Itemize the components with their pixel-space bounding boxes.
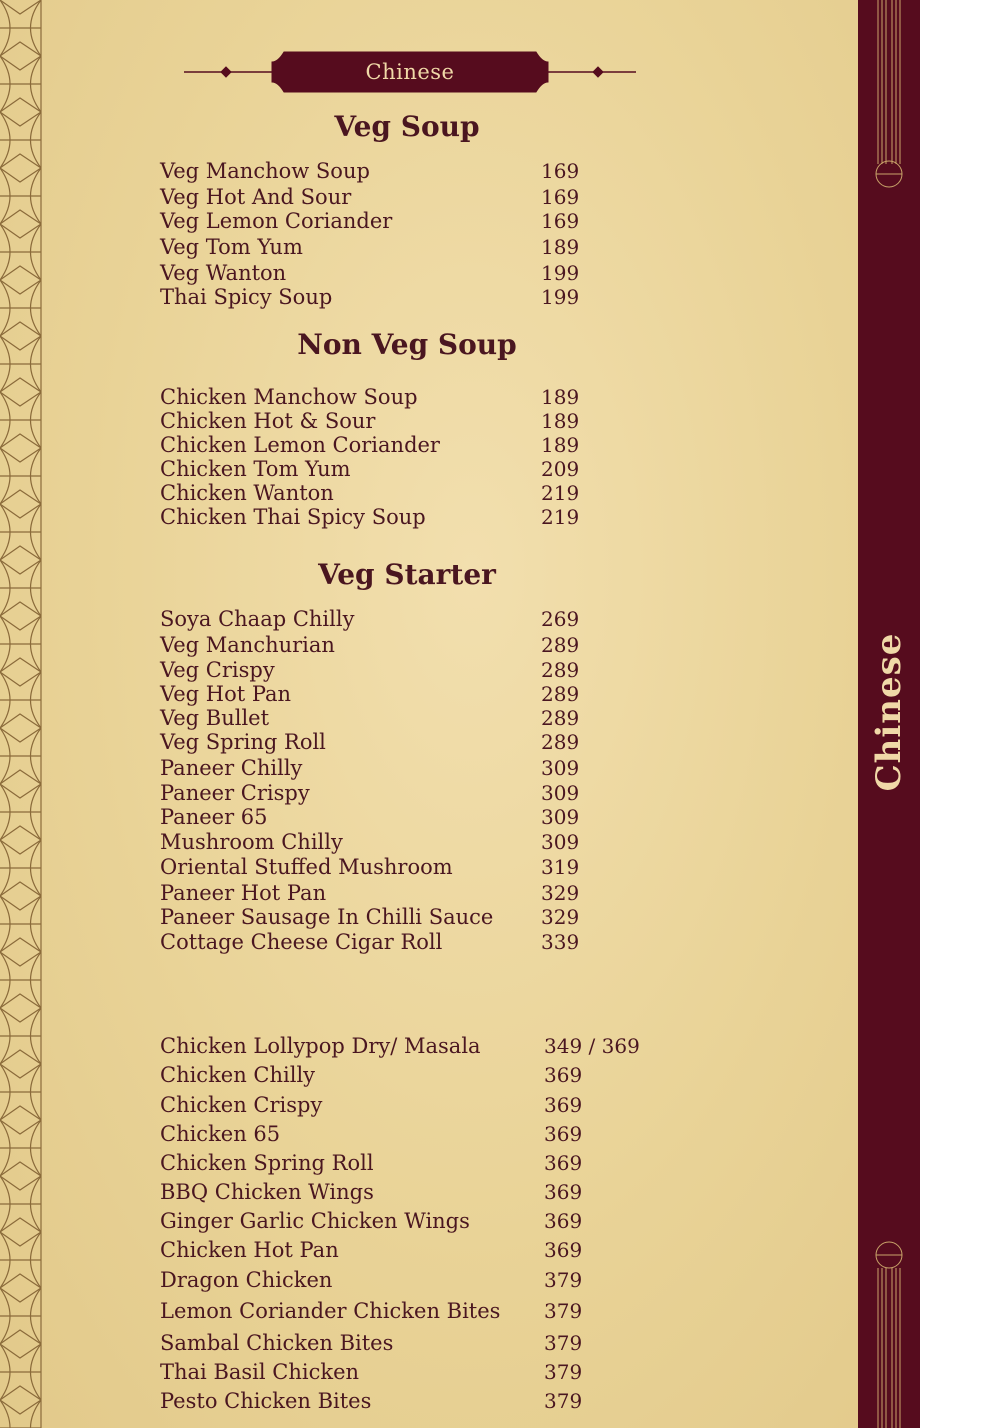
item-price: 189 — [541, 409, 580, 433]
item-name: Veg Crispy — [160, 658, 275, 682]
item-name: Dragon Chicken — [160, 1268, 333, 1292]
item-name: Veg Hot Pan — [160, 682, 292, 706]
item-price: 379 — [544, 1389, 583, 1413]
item-price: 209 — [541, 457, 580, 481]
menu-item — [160, 408, 680, 434]
item-name: Veg Spring Roll — [160, 730, 326, 754]
item-price: 379 — [544, 1360, 583, 1384]
menu-item — [160, 1388, 680, 1414]
item-name: Paneer Chilly — [160, 756, 303, 780]
menu-item — [160, 854, 680, 880]
item-price: 369 — [544, 1209, 583, 1233]
menu-item — [160, 208, 680, 234]
menu-item — [160, 1267, 680, 1293]
section-banner — [180, 50, 640, 94]
category-heading-veg-starter: Veg Starter — [318, 558, 496, 591]
menu-item — [160, 1208, 680, 1234]
item-name: Ginger Garlic Chicken Wings — [160, 1209, 470, 1233]
item-price: 379 — [544, 1299, 583, 1323]
item-name: Veg Tom Yum — [160, 235, 303, 259]
item-price: 369 — [544, 1093, 583, 1117]
item-price: 369 — [544, 1151, 583, 1175]
item-name: Sambal Chicken Bites — [160, 1331, 394, 1355]
menu-item — [160, 1359, 680, 1385]
menu-item — [160, 1062, 680, 1088]
item-name: Thai Spicy Soup — [160, 285, 333, 309]
item-name: Veg Lemon Coriander — [160, 209, 393, 233]
item-name: Chicken Thai Spicy Soup — [160, 505, 426, 529]
item-name: Chicken 65 — [160, 1122, 281, 1146]
item-price: 219 — [541, 505, 580, 529]
item-price: 189 — [541, 235, 580, 259]
menu-item — [160, 504, 680, 530]
item-name: Chicken Tom Yum — [160, 457, 351, 481]
menu-item — [160, 1179, 680, 1205]
menu-item — [160, 755, 680, 781]
menu-item — [160, 705, 680, 731]
menu-item — [160, 432, 680, 458]
item-price: 369 — [544, 1122, 583, 1146]
item-price: 339 — [541, 930, 580, 954]
menu-item — [160, 657, 680, 683]
item-price: 289 — [541, 682, 580, 706]
menu-item — [160, 606, 680, 632]
item-price: 369 — [544, 1238, 583, 1262]
menu-item — [160, 1092, 680, 1118]
item-price: 169 — [541, 159, 580, 183]
menu-item — [160, 829, 680, 855]
menu-item — [160, 1330, 680, 1356]
item-price: 289 — [541, 706, 580, 730]
item-price: 319 — [541, 855, 580, 879]
item-name: Chicken Manchow Soup — [160, 385, 418, 409]
band-bottom-ornament — [872, 1238, 906, 1428]
side-category-label: Chinese — [869, 632, 909, 792]
menu-item — [160, 284, 680, 310]
item-name: Chicken Crispy — [160, 1093, 323, 1117]
item-price: 309 — [541, 781, 580, 805]
item-name: Pesto Chicken Bites — [160, 1389, 372, 1413]
item-price: 189 — [541, 433, 580, 457]
item-price: 309 — [541, 805, 580, 829]
item-price: 289 — [541, 633, 580, 657]
menu-item — [160, 1033, 680, 1059]
item-price: 189 — [541, 385, 580, 409]
item-price: 269 — [541, 607, 580, 631]
item-name: Paneer Hot Pan — [160, 881, 327, 905]
menu-item — [160, 456, 680, 482]
menu-item — [160, 632, 680, 658]
item-price: 349 / 369 — [544, 1034, 640, 1058]
item-name: Lemon Coriander Chicken Bites — [160, 1299, 501, 1323]
item-price: 309 — [541, 756, 580, 780]
menu-item — [160, 804, 680, 830]
item-price: 199 — [541, 261, 580, 285]
item-name: BBQ Chicken Wings — [160, 1180, 374, 1204]
item-name: Chicken Chilly — [160, 1063, 316, 1087]
menu-item — [160, 880, 680, 906]
menu-item — [160, 158, 680, 184]
menu-item — [160, 681, 680, 707]
menu-item — [160, 260, 680, 286]
band-top-ornament — [872, 0, 906, 190]
item-price: 169 — [541, 209, 580, 233]
item-name: Thai Basil Chicken — [160, 1360, 360, 1384]
item-price: 329 — [541, 881, 580, 905]
item-price: 369 — [544, 1063, 583, 1087]
item-price: 329 — [541, 905, 580, 929]
menu-item — [160, 1298, 680, 1324]
item-name: Veg Bullet — [160, 706, 270, 730]
item-price: 219 — [541, 481, 580, 505]
left-border-pattern — [0, 0, 44, 1428]
menu-item — [160, 929, 680, 955]
item-price: 309 — [541, 830, 580, 854]
category-heading-non-veg-soup: Non Veg Soup — [297, 328, 517, 361]
menu-item — [160, 1121, 680, 1147]
menu-item — [160, 1237, 680, 1263]
menu-item — [160, 780, 680, 806]
menu-item — [160, 384, 680, 410]
item-name: Oriental Stuffed Mushroom — [160, 855, 453, 879]
menu-item — [160, 234, 680, 260]
item-name: Veg Wanton — [160, 261, 287, 285]
item-name: Veg Hot And Sour — [160, 185, 352, 209]
item-name: Cottage Cheese Cigar Roll — [160, 930, 443, 954]
item-price: 169 — [541, 185, 580, 209]
item-price: 289 — [541, 658, 580, 682]
item-name: Mushroom Chilly — [160, 830, 343, 854]
menu-item — [160, 480, 680, 506]
menu-item — [160, 1150, 680, 1176]
item-name: Soya Chaap Chilly — [160, 607, 355, 631]
item-name: Veg Manchow Soup — [160, 159, 370, 183]
category-heading-veg-soup: Veg Soup — [334, 110, 480, 143]
item-price: 199 — [541, 285, 580, 309]
item-name: Chicken Wanton — [160, 481, 334, 505]
item-price: 369 — [544, 1180, 583, 1204]
item-name: Chicken Hot & Sour — [160, 409, 376, 433]
menu-item — [160, 729, 680, 755]
item-name: Chicken Hot Pan — [160, 1238, 339, 1262]
item-name: Paneer Crispy — [160, 781, 310, 805]
item-price: 289 — [541, 730, 580, 754]
menu-item — [160, 904, 680, 930]
item-name: Chicken Lollypop Dry/ Masala — [160, 1034, 481, 1058]
item-price: 379 — [544, 1331, 583, 1355]
item-name: Paneer Sausage In Chilli Sauce — [160, 905, 494, 929]
item-name: Paneer 65 — [160, 805, 268, 829]
item-name: Chicken Lemon Coriander — [160, 433, 440, 457]
item-name: Chicken Spring Roll — [160, 1151, 374, 1175]
item-price: 379 — [544, 1268, 583, 1292]
menu-item — [160, 184, 680, 210]
banner-label: Chinese — [365, 60, 455, 84]
item-name: Veg Manchurian — [160, 633, 335, 657]
